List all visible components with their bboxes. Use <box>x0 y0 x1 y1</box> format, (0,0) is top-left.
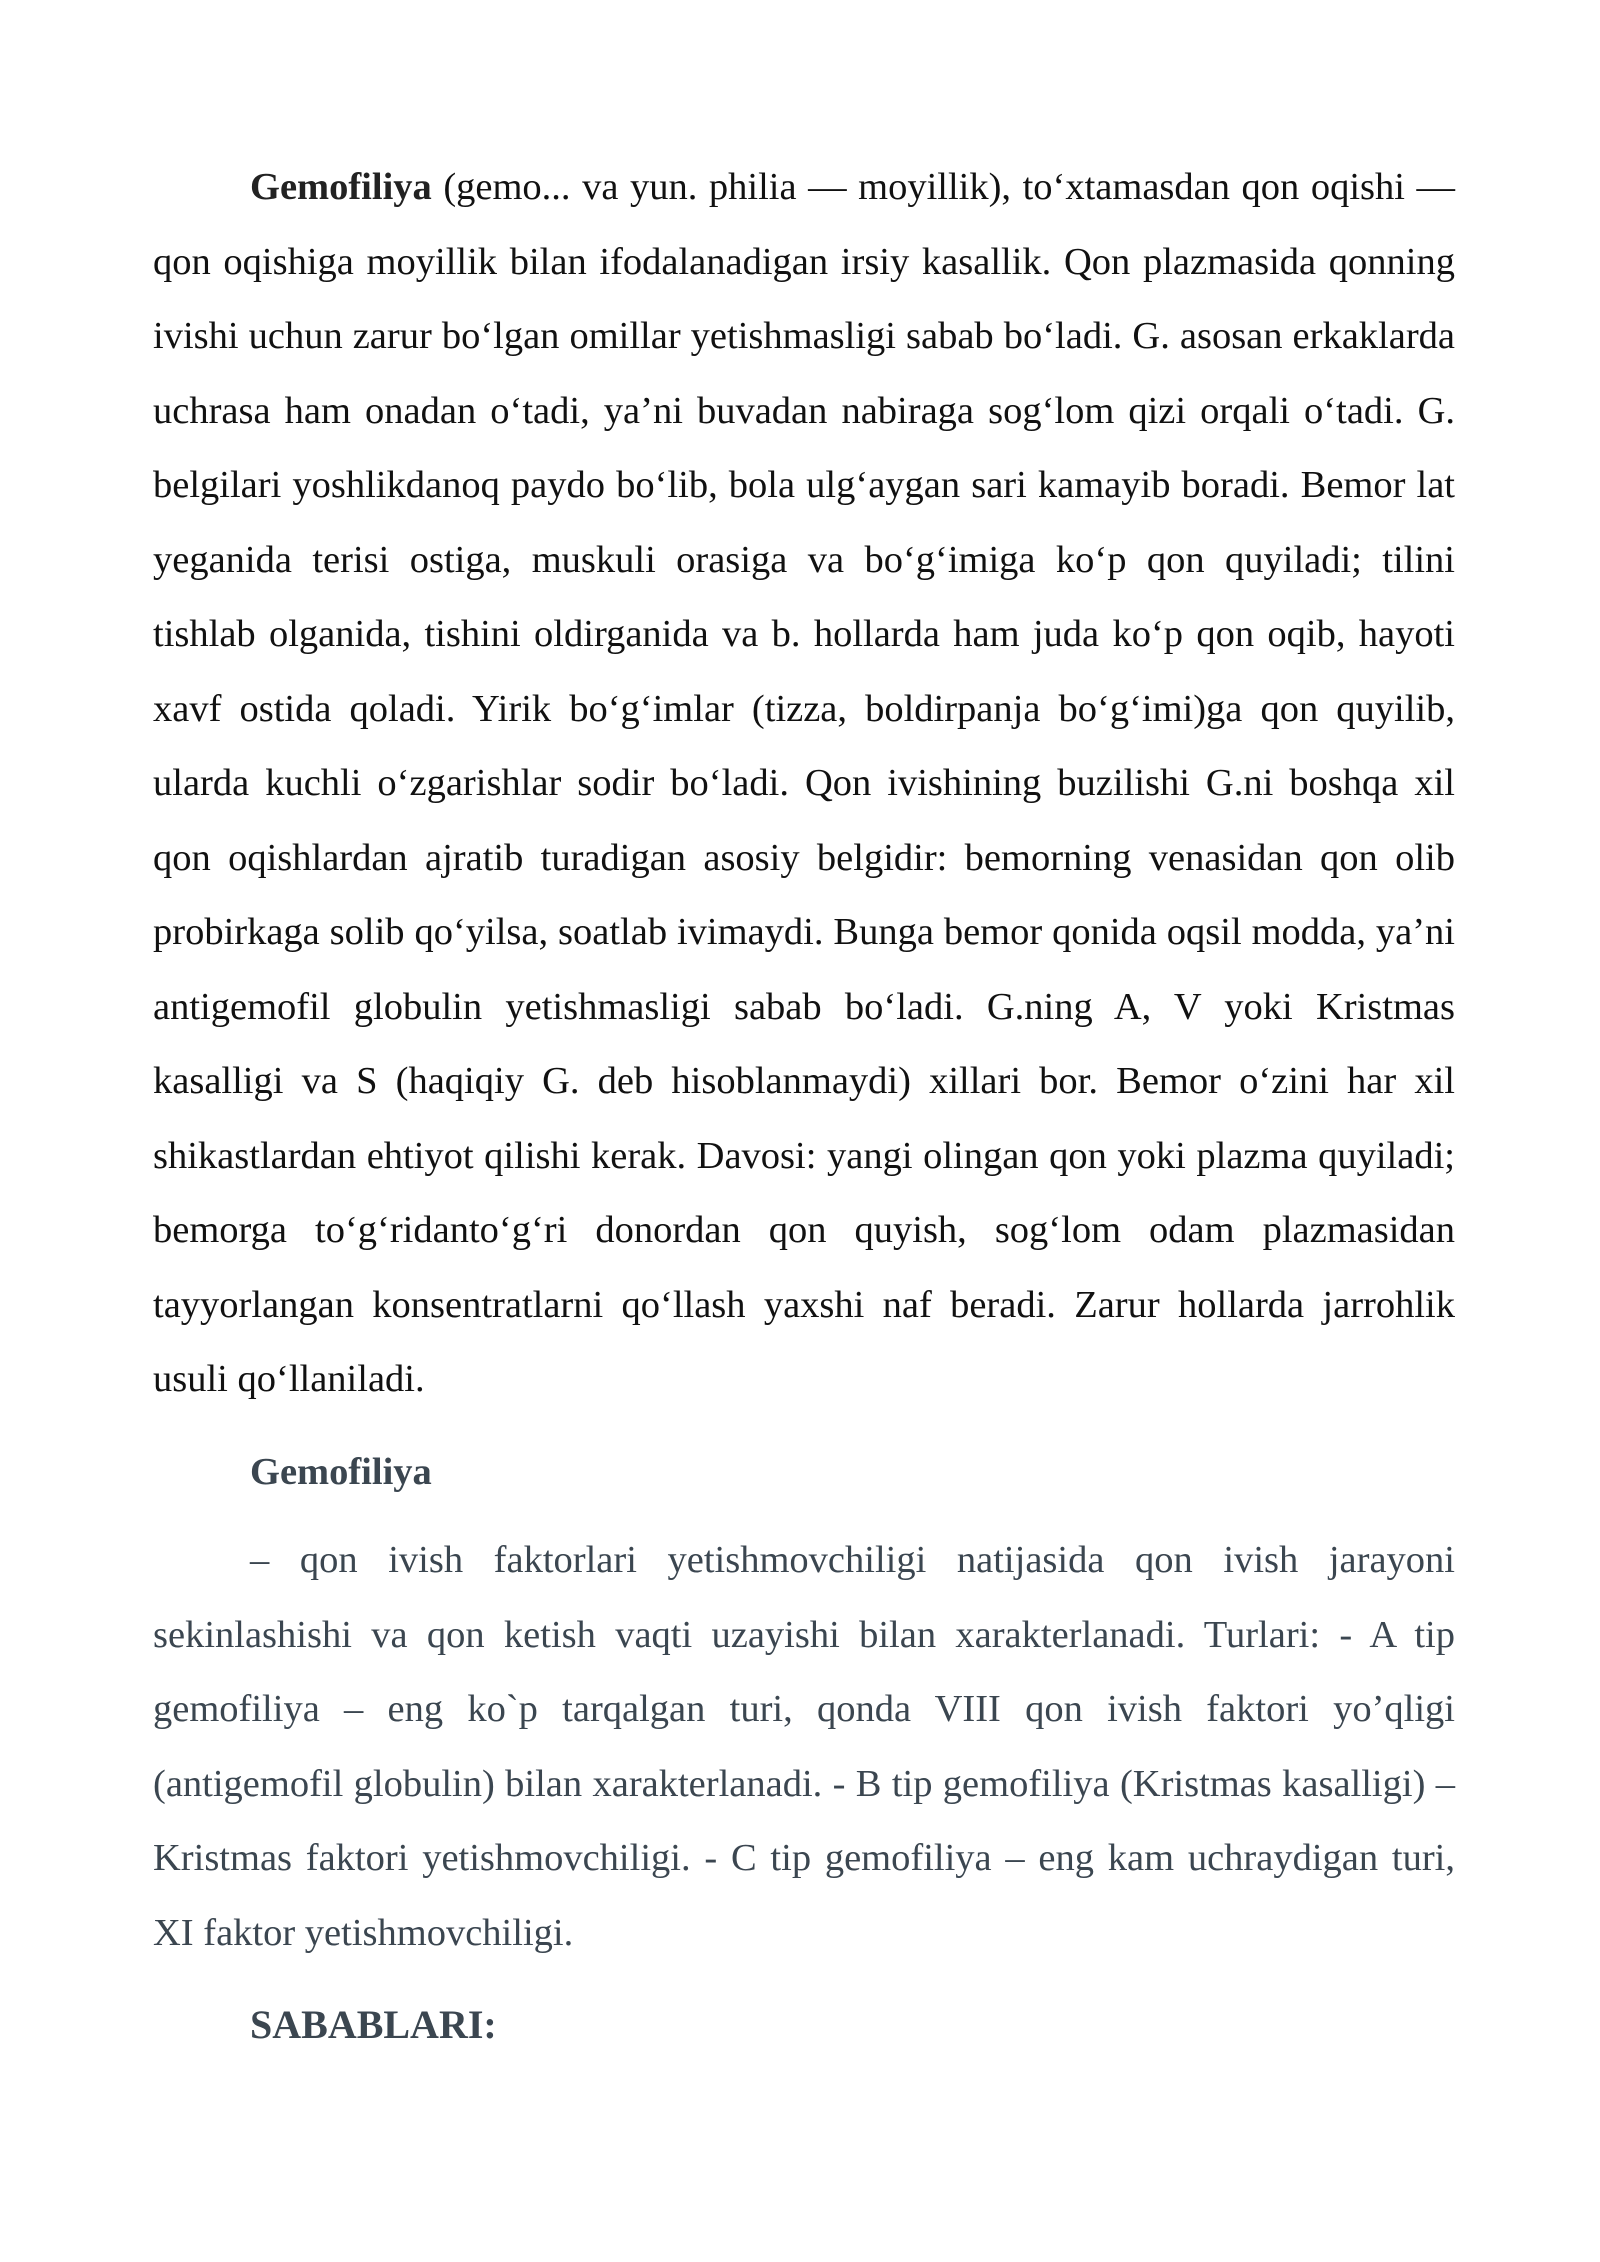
section-heading-sabablari: SABABLARI: <box>250 2002 497 2047</box>
section-heading-gemofiliya: Gemofiliya <box>250 1450 432 1493</box>
lead-term: Gemofiliya <box>250 166 432 208</box>
paragraph-definition-body: (gemo... va yun. philia — moyillik), to‘xtamasdan qon oqishi — qon oqishiga moyillik bilan ifodalanadigan irsiy kasallik. Qon plazmasida qonning ivishi uchun zarur bo‘lgan omillar yetishmasligi sabab bo‘ladi. G. asosan erkaklarda uchrasa ham onadan o‘tadi, ya’ni buvadan nabiraga sog‘lom qizi orqali o‘tadi. G. belgilari yoshlikdanoq paydo bo‘lib, bola ulg‘aygan sari kamayib boradi. Bemor lat yeganida terisi ostiga, muskuli orasiga va bo‘g‘imiga ko‘p qon quyiladi; tilini tishlab olganida, tishini oldirganida va b. hollarda ham juda ko‘p qon oqib, hayoti xavf ostida qoladi. Yirik bo‘g‘imlar (tizza, boldirpanja bo‘g‘imi)ga qon quyilib, ularda kuchli o‘zgarishlar sodir bo‘ladi. Qon ivishining buzilishi G.ni boshqa xil qon oqishlardan ajratib turadigan asosiy belgidir: bemorning venasidan qon olib probirkaga solib qo‘yilsa, soatlab ivimaydi. Bunga bemor qonida oqsil modda, ya’ni antigemofil globulin yetishmasligi sabab bo‘ladi. G.ning A, V yoki Kristmas kasalligi va S (haqiqiy G. deb hisoblanmaydi) xillari bor. Bemor o‘zini har xil shikastlardan ehtiyot qilishi kerak. Davosi: yangi olingan qon yoki plazma quyiladi; bemorga to‘g‘ridanto‘g‘ri donordan qon quyish, sog‘lom odam plazmasidan tayyorlangan konsentratlarni qo‘llash yaxshi naf beradi. Zarur hollarda jarrohlik usuli qo‘llaniladi. <box>153 166 1455 1400</box>
paragraph-definition <box>153 150 1455 1417</box>
document-page <box>153 150 1455 2063</box>
paragraph-types: – qon ivish faktorlari yetishmovchiligi natijasida qon ivish jarayoni sekinlashishi va qon ketish vaqti uzayishi bilan xarakterlanadi. Turlari: - A tip gemofiliya – eng ko`p tarqalgan turi, qonda VIII qon ivish faktori yo’qligi (antigemofil globulin) bilan xarakterlanadi. - B tip gemofiliya (Kristmas kasalligi) – Kristmas faktori yetishmovchiligi. - C tip gemofiliya – eng kam uchraydigan turi, XI faktor yetishmovchiligi. <box>153 1539 1455 1954</box>
